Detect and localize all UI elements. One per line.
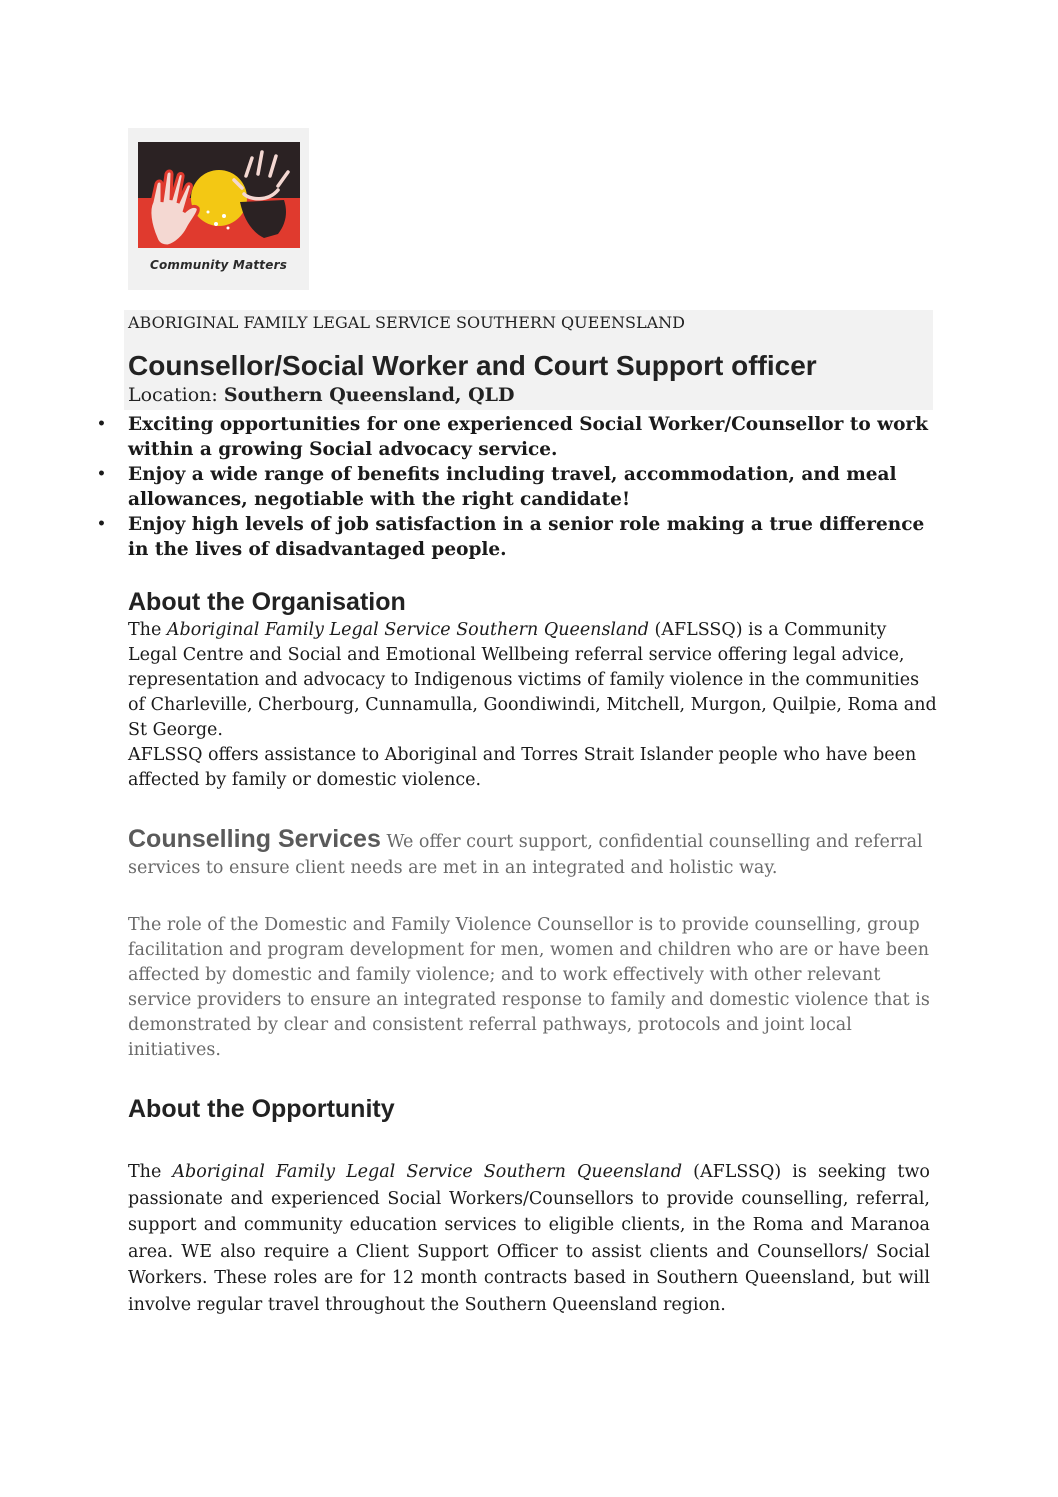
location-label: Location: (128, 384, 218, 406)
bullet-text: Exciting opportunities for one experienced Social Worker/Counsellor to work within a growing Social advocacy service. (128, 414, 928, 460)
text-run: The (128, 620, 167, 640)
about-organisation-paragraph (128, 618, 938, 793)
text-run: (AFLSSQ) is seeking two passionate and experienced Social Workers/Counsellors to provide counselling, referral, support and community education services to eligible clients, in the Roma and Maranoa area. WE also require a Client Support Officer to assist clients and Counsellors/ Social Workers. These roles are for 12 month contracts based in Southern Queensland, but will involve regular travel throughout the Southern Queensland region. (128, 1162, 930, 1315)
bullet-icon: • (97, 516, 106, 532)
organisation-name: ABORIGINAL FAMILY LEGAL SERVICE SOUTHERN QUEENSLAND (128, 313, 685, 332)
list-item (97, 512, 938, 562)
bullet-icon: • (97, 416, 106, 432)
bullet-icon: • (97, 466, 106, 482)
job-title: Counsellor/Social Worker and Court Support officer (128, 350, 817, 381)
text-run: The (128, 1162, 173, 1182)
counselling-services-paragraph (128, 826, 938, 881)
community-matters-logo (128, 128, 309, 290)
list-item (97, 462, 938, 512)
location-value: Southern Queensland, QLD (223, 384, 515, 406)
list-item (97, 412, 938, 462)
logo-caption: Community Matters (149, 258, 288, 272)
bullet-text: Enjoy a wide range of benefits including travel, accommodation, and meal allowances, negotiable with the right candidate! (128, 464, 897, 510)
counsellor-role-paragraph: The role of the Domestic and Family Violence Counsellor is to provide counselling, group facilitation and program development for men, women and children who are or have been affected by domestic and family violence; and to work effectively with other relevant service providers to ensure an integrated response to family and domestic violence that is demonstrated by clear and consistent referral pathways, protocols and joint local initiatives. (128, 915, 930, 1060)
benefits-list (97, 412, 938, 562)
counselling-services-heading: Counselling Services (128, 825, 381, 853)
opportunity-paragraph (128, 1159, 930, 1318)
location-line (128, 384, 515, 406)
counselling-intro: We offer court support, confidential counselling and referral services to ensure client needs are met in an integrated and holistic way. (128, 832, 923, 878)
assistance-text: AFLSSQ offers assistance to Aboriginal and Torres Strait Islander people who have been affected by family or domestic violence. (128, 745, 917, 790)
about-opportunity-heading: About the Opportunity (128, 1095, 395, 1123)
about-organisation-heading: About the Organisation (128, 588, 406, 616)
organisation-name-italic: Aboriginal Family Legal Service Southern Queensland (166, 620, 649, 640)
bullet-text: Enjoy high levels of job satisfaction in a senior role making a true difference in the lives of disadvantaged people. (128, 514, 925, 560)
text-run: (AFLSSQ) is a Community Legal Centre and Social and Emotional Wellbeing referral service offering legal advice, representation and advocacy to Indigenous victims of family violence in the communities of Charleville, Cherbourg, Cunnamulla, Goondiwindi, Mitchell, Murgon, Quilpie, Roma and St George. (128, 620, 937, 740)
organisation-name-italic: Aboriginal Family Legal Service Southern Queensland (172, 1162, 683, 1182)
